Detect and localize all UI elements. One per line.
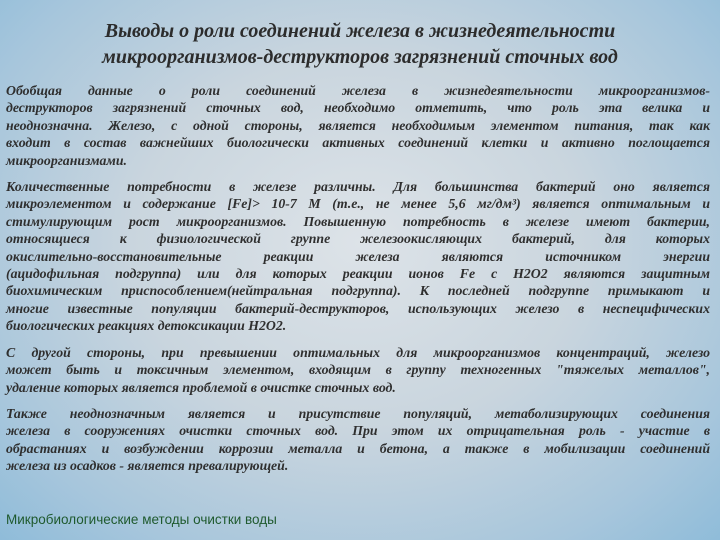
paragraph-iron-requirements xyxy=(6,178,710,335)
text-line: железа из осадков - является превалирующей. xyxy=(6,458,289,474)
paragraph-iron-populations xyxy=(6,405,710,475)
text-line: Обобщая данные о роли соединений железа в жизнедеятельности микроорганизмов- xyxy=(6,83,710,98)
text-line: стимулирующим рост микроорганизмов. Повышенную потребность в железе имеют бактерии, xyxy=(6,213,710,229)
text-line: удаление которых является проблемой в очистке сточных вод. xyxy=(6,379,396,395)
slide-title xyxy=(20,18,700,70)
text-line: относящиеся к физиологической группе железоокисляющих бактерий, для которых xyxy=(6,231,710,247)
paragraph-iron-role xyxy=(6,82,710,169)
text-line: Также неоднозначным является и присутствие популяций, метаболизирующих соединения xyxy=(6,405,710,421)
slide-footer: Микробиологические методы очистки воды xyxy=(6,512,277,527)
text-line: Количественные потребности в железе различны. Для большинства бактерий оно является xyxy=(6,179,710,195)
slide-body xyxy=(6,82,710,484)
title-line: Выводы о роли соединений железа в жизнедеятельности xyxy=(104,20,616,42)
text-line: деструкторов загрязнений сточных вод, необходимо отметить, что роль эта велика и xyxy=(6,100,710,116)
text-line: С другой стороны, при превышении оптимальных для микроорганизмов концентраций, железо xyxy=(6,344,710,360)
paragraph-iron-toxicity xyxy=(6,344,710,396)
text-line: может быть и токсичным элементом, входящим в группу техногенных "тяжелых металлов", xyxy=(6,362,710,378)
text-line: входит в состав важнейших биологически активных соединений клетки и активно поглощается xyxy=(6,135,710,151)
text-line: неоднозначна. Железо, с одной стороны, является необходимым элементом питания, так как xyxy=(6,117,710,133)
text-line: биохимическим приспособлением(нейтральная подгруппа). К последней подгруппе примыкают и xyxy=(6,283,710,299)
title-line: микроорганизмов-деструкторов загрязнений сточных вод xyxy=(102,46,618,68)
text-line: обрастаниях и возбуждении коррозии металла и бетона, а также в мобилизации соединений xyxy=(6,440,710,456)
text-line: (ацидофильная подгруппа) или для которых реакции ионов Fe с H2O2 являются защитным xyxy=(6,266,710,282)
text-line: окислительно-восстановительные реакции железа являются источником энергии xyxy=(6,248,710,264)
text-line: многие известные популяции бактерий-деструкторов, использующих железо в неспецифических xyxy=(6,300,710,316)
text-line: биологических реакциях детоксикации H2O2. xyxy=(6,318,287,334)
text-line: железа в сооружениях очистки сточных вод. При этом их отрицательная роль - участие в xyxy=(6,423,710,439)
text-line: микроэлементом и содержание [Fe]> 10-7 М (т.е., не менее 5,6 мг/дм³) является оптимальным и xyxy=(6,196,710,212)
text-line: микроорганизмами. xyxy=(6,152,127,168)
